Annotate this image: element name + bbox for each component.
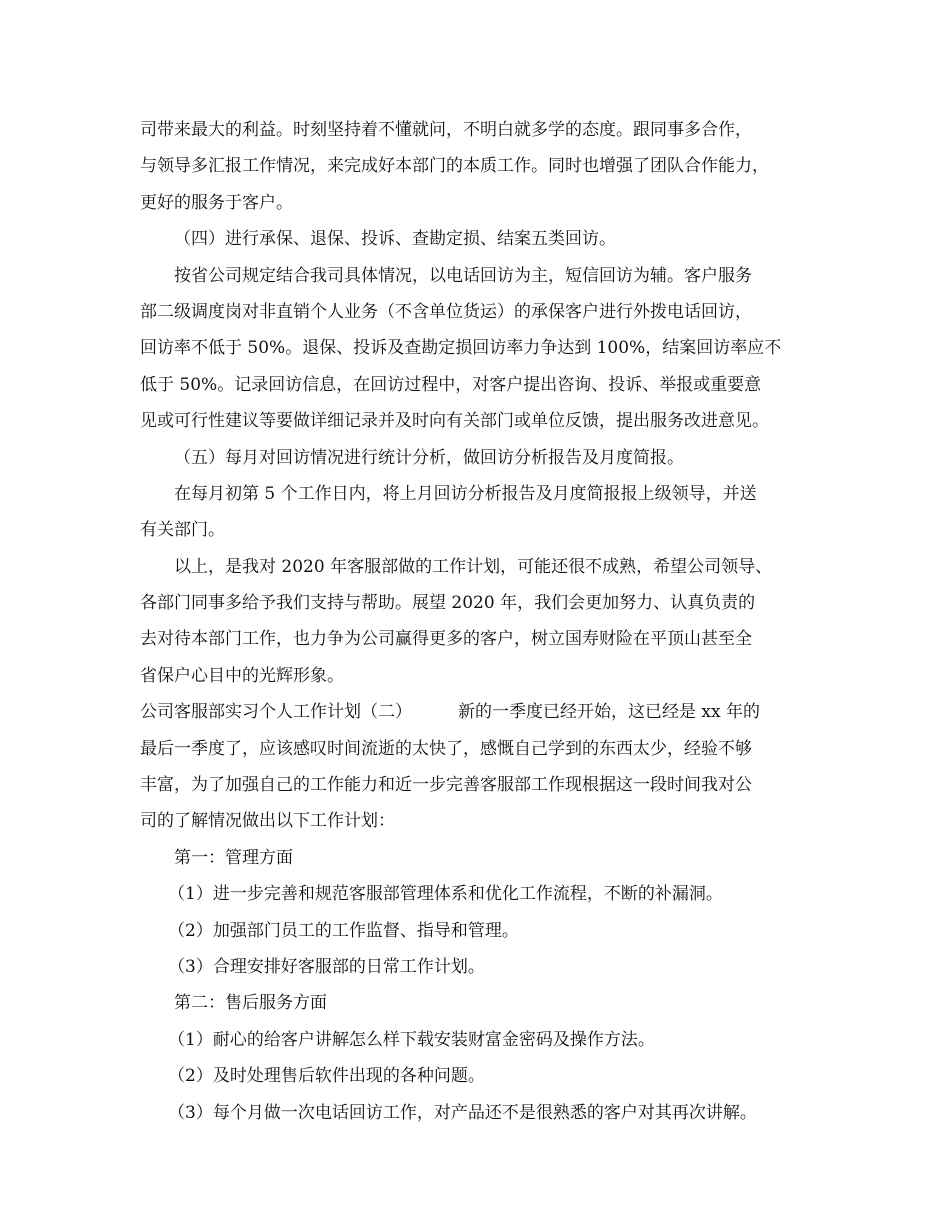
paragraph-line: 省保户心目中的光辉形象。 <box>140 665 344 686</box>
paragraph-line: 司的了解情况做出以下工作计划： <box>140 811 395 832</box>
paragraph-line: 丰富，为了加强自己的工作能力和近一步完善客服部工作现根据这一段时间我对公 <box>140 775 752 796</box>
paragraph-line: 最后一季度了，应该感叹时间流逝的太快了，感慨自己学到的东西太少，经验不够 <box>140 738 752 759</box>
list-item: （3）每个月做一次电话回访工作，对产品还不是很熟悉的客户对其再次讲解。 <box>168 1102 757 1123</box>
paragraph-line: 去对待本部门工作，也力争为公司赢得更多的客户，树立国寿财险在平顶山甚至全 <box>140 629 752 650</box>
paragraph-line: 以上，是我对 2020 年客服部做的工作计划，可能还很不成熟，希望公司领导、 <box>174 556 773 577</box>
service-heading: 第二：售后服务方面 <box>174 993 327 1014</box>
paragraph-line: 更好的服务于客户。 <box>140 192 293 213</box>
paragraph-line: 按省公司规定结合我司具体情况，以电话回访为主，短信回访为辅。客户服务 <box>174 265 752 286</box>
list-item: （2）及时处理售后软件出现的各种问题。 <box>168 1066 485 1087</box>
paragraph-line: 有关部门。 <box>140 520 225 541</box>
section-title-line <box>140 694 830 730</box>
list-item: （3）合理安排好客服部的日常工作计划。 <box>168 956 485 977</box>
paragraph-line: 见或可行性建议等要做详细记录并及时向有关部门或单位反馈，提出服务改进意见。 <box>140 411 769 432</box>
paragraph-line: 新的一季度已经开始，这已经是 xx 年的 <box>458 702 760 723</box>
paragraph-line: 与领导多汇报工作情况，来完成好本部门的本质工作。同时也增强了团队合作能力， <box>140 156 769 177</box>
list-item: （1）耐心的给客户讲解怎么样下载安装财富金密码及操作方法。 <box>168 1029 655 1050</box>
paragraph-line: 低于 50%。记录回访信息，在回访过程中，对客户提出咨询、投诉、举报或重要意 <box>140 374 762 395</box>
paragraph-line: 司带来最大的利益。时刻坚持着不懂就问，不明白就多学的态度。跟同事多合作， <box>140 120 752 140</box>
paragraph-line: 回访率不低于 50%。退保、投诉及查勘定损回访率力争达到 100%，结案回访率应不 <box>140 338 782 359</box>
management-heading: 第一：管理方面 <box>174 847 293 868</box>
paragraph-line: 在每月初第 5 个工作日内，将上月回访分析报告及月度简报报上级领导，并送 <box>174 483 757 504</box>
section-title: 公司客服部实习个人工作计划（二） <box>140 702 412 723</box>
subheading-five: （五）每月对回访情况进行统计分析，做回访分析报告及月度简报。 <box>174 447 684 468</box>
list-item: （1）进一步完善和规范客服部管理体系和优化工作流程，不断的补漏洞。 <box>168 884 723 905</box>
subheading-four: （四）进行承保、退保、投诉、查勘定损、结案五类回访。 <box>174 229 616 250</box>
list-item: （2）加强部门员工的工作监督、指导和管理。 <box>168 920 519 941</box>
document-body <box>140 112 830 1131</box>
paragraph-line: 各部门同事多给予我们支持与帮助。展望 2020 年，我们会更加努力、认真负责的 <box>140 593 756 614</box>
paragraph-line: 部二级调度岗对非直销个人业务（不含单位货运）的承保客户进行外拨电话回访， <box>140 301 752 322</box>
